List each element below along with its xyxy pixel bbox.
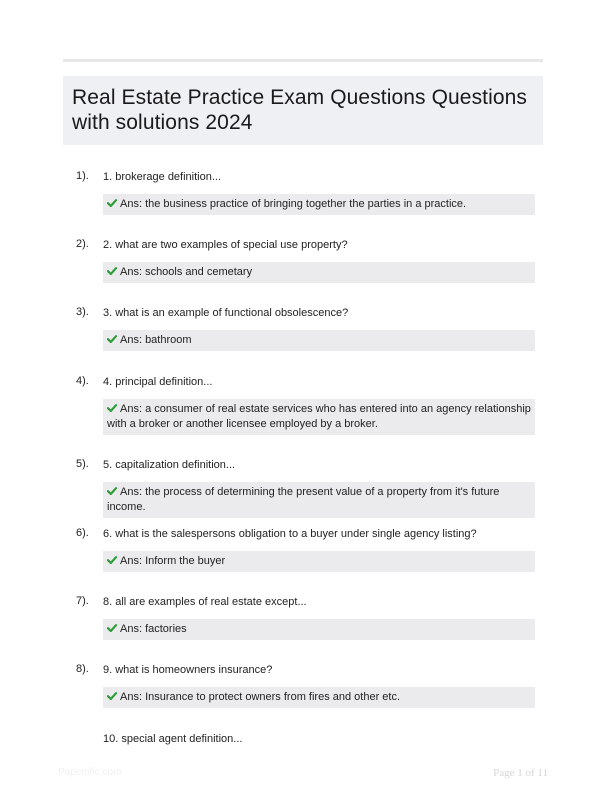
answer-text: Ans: schools and cemetary [120,266,253,278]
check-icon [107,403,117,413]
question-text: 1. brokerage definition... [103,171,222,183]
check-icon [107,623,117,633]
check-icon [107,198,117,208]
document-title: Real Estate Practice Exam Questions Questions with solutions 2024 [72,86,528,134]
check-icon [107,334,117,344]
footer-watermark: Papertific.com [58,767,122,778]
question-number: 8). [76,663,89,675]
check-icon [107,691,117,701]
question-number: 5). [76,458,89,470]
question-number: 7). [76,595,89,607]
answer-box [103,482,535,518]
question-number: 1). [76,170,89,182]
question-number: 4). [76,375,89,387]
answer-text: Ans: the business practice of bringing together the parties in a practice. [120,198,467,210]
answer-text: Ans: a consumer of real estate services who has entered into an agency relationship with a broker or another licensee employed by a broker. [107,403,531,430]
question-text: 3. what is an example of functional obsolescence? [103,307,349,319]
question-text: 4. principal definition... [103,376,213,388]
question-text: 10. special agent definition... [103,733,243,745]
title-banner [63,76,543,145]
answer-box [103,687,535,708]
check-icon [107,555,117,565]
top-divider [63,59,543,62]
answer-text: Ans: the process of determining the present value of a property from it's future income. [107,486,500,513]
question-text: 9. what is homeowners insurance? [103,664,273,676]
answer-box [103,399,535,435]
question-text: 5. capitalization definition... [103,459,236,471]
answer-text: Ans: factories [120,623,187,635]
question-number: 3). [76,306,89,318]
check-icon [107,266,117,276]
answer-text: Ans: Inform the buyer [120,555,226,567]
answer-box [103,551,535,572]
answer-box [103,194,535,215]
answer-box [103,619,535,640]
answer-box [103,330,535,351]
question-number: 2). [76,238,89,250]
question-number: 6). [76,527,89,539]
question-text: 6. what is the salespersons obligation to a buyer under single agency listing? [103,528,477,540]
answer-text: Ans: Insurance to protect owners from fires and other etc. [120,691,401,703]
answer-box [103,262,535,283]
question-text: 2. what are two examples of special use property? [103,239,348,251]
answer-text: Ans: bathroom [120,334,192,346]
question-text: 8. all are examples of real estate except... [103,596,307,608]
page-number: Page 1 of 11 [493,767,548,779]
check-icon [107,486,117,496]
